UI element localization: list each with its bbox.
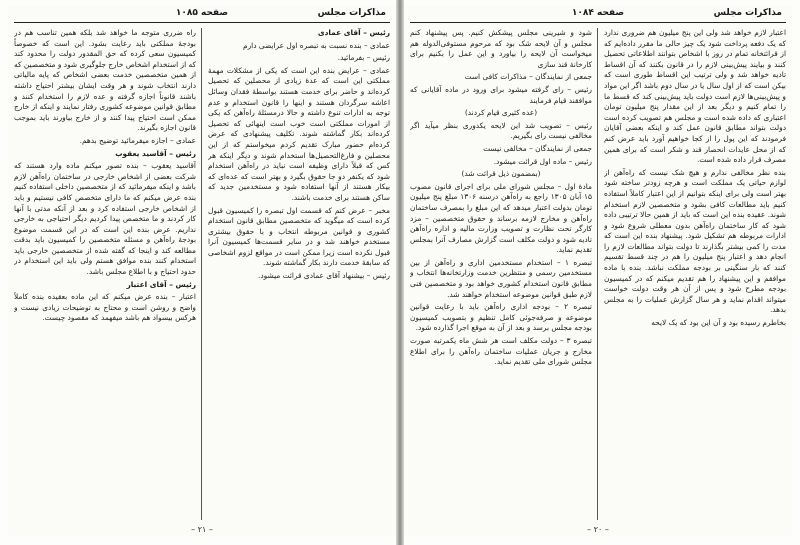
paragraph: اعتبار – بنده عرض میکنم که این ماده بعقیده بنده کاملاً واضح و روشن است و محتاج به توضیحات زیادی نیست و هرکس بیسواد هم باشد میفهمد که مقصود چیست.: [14, 292, 196, 323]
paragraph: تبصره ۳ – دولت مکلف است هر شش ماه یکمرتبه صورت مخارج و جریان عملیات ساختمان راه‌آهن را برای اطلاع مجلس شورای ملی تقدیم نماید.: [410, 336, 592, 367]
paragraph: رئیس – ماده اول قرائت میشود.: [493, 156, 592, 166]
right-header-title: مذاکرات مجلس: [713, 8, 782, 18]
right-page: [404, 6, 792, 536]
paragraph: رئیس – بیشنهاد آقای عمادی قرائت میشود.: [258, 271, 390, 281]
left-page-footer: – ۲۱ –: [191, 525, 213, 534]
paragraph: مخبر – عرض کنم که قسمت اول تبصره را کمیسیون قبول کرده است که میگوید که متخصصین مطابق قانون استخدام کشوری و قوانین مربوطه انتخاب و با حقوق بیشتری مستخدم خواهند شد و در سایر قسمت‌ها کمیسیون آنرا قبول نکرده است زیرا ممکن است در مواقع لزوم اشخاصی که سابقهٔ خدمت دارند بکار گماشته شوند.: [208, 205, 390, 268]
paragraph: رئیس – آقای عمادی: [317, 28, 390, 37]
paragraph: تبصره ۲ – بودجه اداری راه‌آهن باید با رعایت قوانین موضوعه و صرفه‌جوئی کامل تنظیم و بتصویب کمیسیون بودجه مجلس برسد و بعد از آن به موقع اجرا گذارده شود.: [410, 302, 592, 333]
right-page-column-1: [604, 28, 786, 520]
right-page-columns: [410, 28, 786, 520]
paragraph: رئیس – تصویب شد این لایحه یکدوری بنظر میآید اگر مخالفی نیست رای بگیریم.: [410, 120, 592, 141]
right-page-header: [410, 6, 786, 23]
left-page: [8, 6, 396, 536]
paragraph: تبصره ۱ – استخدام مستخدمین اداری و راه‌آهن از بین مستخدمین رسمی و منتظرین خدمت وزارتخانه‌ها انتخاب و مطابق قانون استخدام کشوری خواهد بود و متخصصین فنی لازم طبق قوانین موضوعه استخدام خواهند شد.: [410, 257, 592, 299]
left-header-page-number: صفحه ۱۰۸۵: [175, 8, 229, 18]
paragraph: راه ضرری متوجه ما خواهد شد بلکه همین تناسب هم در بودجهٔ مملکتی باید رعایت بشود. این است که خصوصاً کمیسیون سعی کرده که حق المقدور دولت را محدود کند که از استخدام اشخاص خارج جلوگیری شود و متخصصین که از همین متخصصین خدمت بعضی اشخاص که پایه مالیاتی دارند انتخاب شوند و هر وقت ایشان بیشتر احتیاج داشته باشند قانوناً اجازه گرفته و عده لازم را استخدام کنند و مطابق قوانین موضوعه کشوری رفتار نمایند و اینکه از خارج ممکن است احتیاج پیدا کنند و از خارج بیاورند باید بموجب قانون اجازه بگیرند.: [14, 28, 196, 133]
paragraph: مادهٔ اول – مجلس شورای ملی برای اجرای قانون مصوب ۱۵ آبان ۱۳۰۵ راجع به راه‌آهن درسنه ۱۳۰۶ مبلغ پنج میلیون تومان بدولت اعتبار میدهد که این مبلغ را بمصرف ساختمان راه‌آهن و مخارج لازمه برساند و حقوق متخصصین – مزد کارگر تحت نظارت و تصویب وزارت مالیه و اداره راه‌آهن تادیه شود و دولت مکلف است گزارش مصارف آنرا بمجلس تقدیم نماید.: [410, 181, 592, 255]
paragraph: رئیس – آقای اعتبار: [126, 279, 196, 289]
left-header-title: مذاکرات مجلس: [317, 8, 386, 18]
left-page-column-2: [14, 28, 196, 520]
right-page-column-2: [410, 28, 592, 520]
paragraph: رئیس – آقاسید یعقوب: [115, 148, 196, 158]
right-header-page-number: صفحه ۱۰۸۴: [571, 8, 625, 18]
paragraph: بنده نظر مخالفی ندارم و هیچ شک نیست که راه‌آهن از لوازم حیاتی یک مملکت است و هرچه زودتر ساخته شود بهتر است ولی برای اینکه بتوانیم از این اعتبار کاملاً استفاده کنیم باید مطالعات کافی بشود و متخصصین لازم استخدام شوند. عقیده بنده این است که باید از همین حالا ترتیبی داده شود که کار ساختمان راه‌آهن بدون معطلی شروع شود و ادارات مربوطه هم تشکیل شود. پیشنهاد بنده این است که مدت را کمی بیشتر بگذارند تا دولت بتواند مطالعات لازم را انجام دهد و اعتبار پنج میلیون را هم در چند قسط تقسیم کنند که بار سنگینی بر بودجه مملکت نباشد. بنده با ماده موافقم و این پیشنهاد را هم تقدیم میکنم که در کمیسیون بودجه مطرح شود و پس از آن هر وقت دولت خواست میتواند اقدام نماید و هر سال گزارش عملیات را به مجلس بدهد.: [604, 167, 786, 315]
paragraph: عمادی – عرایض بنده این است که یکی از مشکلات مهمهٔ مملکتی این است که عدهٔ زیادی از محصلین که تحصیل کرده‌اند و حاضر برای خدمت هستند بواسطهٔ فقدان وسائل اعاشه سرگردان هستند و اینها را قانون استخدام و عدم توجه به ادارات تنوع داشته و حالا درمسئلهٔ راه‌آهن که یکی از امورات مملکتی است خوب است اینهائی که تحصیل کرده‌اند بکار گماشته شوند. تکلیف پیشنهادی که عرض کرده‌ام حضور مبارک تقدیم کردم میخواستم که از این محصلین و فارغ‌التحصیل‌ها استخدام شوند و دیگر اینکه هر کس که قبلاً دارای وظیفه است نباید در راه‌آهن استخدام شود که یکنفر دو جا حقوق بگیرد و بهتر است که عده‌ای که بیکار هستند از آنها استفاده شود و مستخدمین جدید که ساکن هستند برای خدمت باشند.: [208, 65, 390, 202]
paragraph: اعتبار لازم خواهد شد ولی این پنج میلیون هم ضروری ندارد که یک دفعه پرداخت شود یک چیز حالی ما مقرر داده‌ایم که از قرائتخانه تمام در روز با اشخاص بتوانند اطلاعاتی تحصیل کنند و بیایند پیش‌بینی لازم را در قانون بکنند که آن اقساط تادیه خواهد شد و ولی ترتیب این اقساط طوری است که بیکن است که از اول سال یا در سال دوم باشد اگر این مواد و پیش‌بینی‌ها لازم است دولت باید پیش‌بینی کند که قسط ما را تمام کنیم و دیگر بعد از این مقدار پنج میلیون تومان اعتباری که داده شده است و مجلس هم تصویب کرده است دولت بتواند مطابق قانون عمل کند و اینکه بعضی آقایان فرمودند که این پول را از کجا خواهیم آورد باید عرض کنم که از محل عایدات انحصار قند و شکر است که برای همین مصرف قرار داده شده است.: [604, 28, 786, 165]
left-page-columns: [14, 28, 390, 520]
paragraph: عمادی – اجازه میفرمائید توضیح بدهم.: [79, 135, 196, 145]
left-page-column-1: [208, 28, 390, 520]
column-divider: [201, 28, 202, 520]
column-divider: [597, 28, 598, 520]
paragraph: آقاسید یعقوب – بنده تصور میکنم ماده وارد هستند که شرکت بعضی از اشخاص خارجی در ساختمان راه‌آهن لازم باشد و اینکه میفرمائید که از متخصصین داخلی استفاده کنیم بنده عرض میکنم که ما دارای متخصص کافی نیستیم و باید از اشخاص خارجی استفاده کرد و بعد از آنکه مدتی با آنها کار کردند و ما متخصص پیدا کردیم دیگر احتیاجی به خارجی نداریم. عرض بنده این است که در این قسمت موضوع بودجهٔ راه‌آهن و مسئله متخصصین را کمیسیون باید بدقت مطالعه کند و اینجا که گفته شده از متخصصین خارجی باید استخدام کنند بنده موافق هستم ولی باید این استخدام در حدود احتیاج و با اطلاع مجلس باشد.: [14, 161, 196, 277]
paragraph: رئیس – رای گرفته میشود برای ورود در ماده آقایانی که موافقند قیام فرمایند: [410, 84, 592, 105]
paragraph: جمعی از نمایندگان – مذاکرات کافی است: [464, 72, 592, 82]
paragraph: شود و شیرینی مجلس پیشکش کنیم. پس پیشنهاد کنم مجلس و آن لایحه شک بود که مرحوم مستوفی‌الدوله هم میخواست آن لایحه را بیاورد و این عمل را بکنیم برای کارخانهٔ قند سازی: [410, 28, 592, 69]
paragraph: جمعی از نمایندگان – مخالفی نیست: [483, 143, 592, 153]
book-gutter: [396, 0, 404, 545]
paragraph: (بمضمون ذیل قرائت شد): [461, 169, 541, 179]
left-page-header: [14, 6, 390, 23]
paragraph: عمادی – بنده نسبت به تبصره اول عرایضی دارم: [243, 40, 390, 50]
paragraph: (عده کثیری قیام کردند): [464, 108, 538, 118]
right-page-footer: – ۲۰ –: [587, 525, 609, 534]
paragraph: رئیس – بفرمائید.: [337, 53, 390, 63]
paragraph: بخاطرم رسیده بود و آن این بود که یک لایحه: [651, 318, 786, 328]
